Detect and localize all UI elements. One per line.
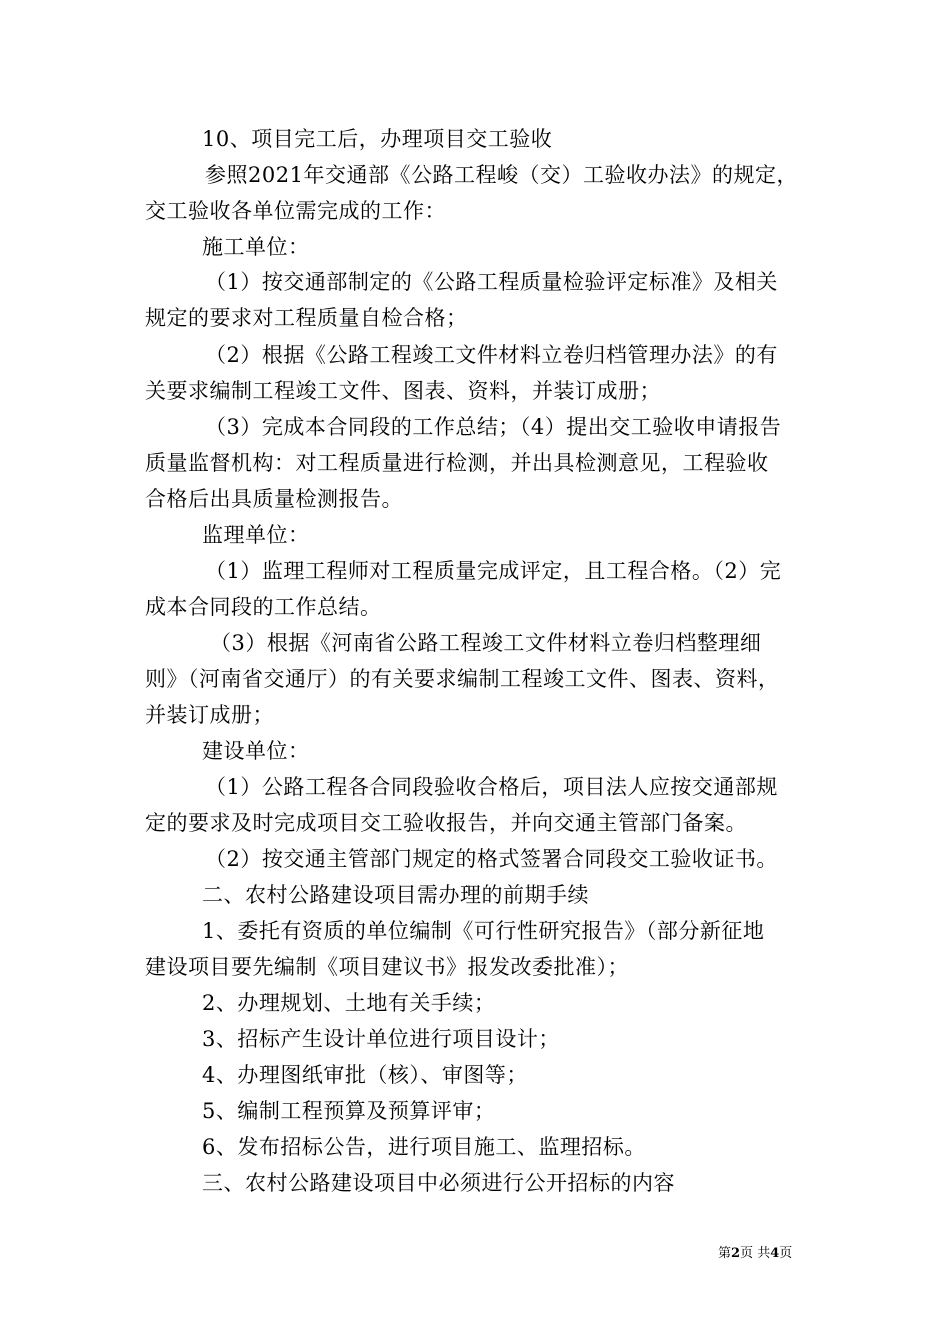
text-line: 则》（河南省交通厅）的有关要求编制工程竣工文件、图表、资料，: [145, 667, 780, 691]
text-line: 施工单位：: [202, 235, 310, 259]
total-page-number: 4: [770, 1246, 780, 1261]
text-line: 并装订成册；: [145, 703, 274, 727]
text-line: （3）根据《河南省公路工程竣工文件材料立卷归档整理细: [210, 631, 762, 655]
current-page-number: 2: [731, 1246, 741, 1261]
text-line: 关要求编制工程竣工文件、图表、资料，并装订成册；: [145, 379, 661, 403]
text-line: 2、办理规划、土地有关手续；: [202, 991, 496, 1015]
text-line: 10、项目完工后，办理项目交工验收: [202, 127, 553, 151]
text-line: （2）按交通主管部门规定的格式签署合同段交工验收证书。: [205, 847, 778, 871]
text-line: 规定的要求对工程质量自检合格；: [145, 306, 468, 330]
text-line: 1、委托有资质的单位编制《可行性研究报告》（部分新征地: [202, 919, 765, 943]
footer-prefix: 第: [718, 1246, 732, 1261]
text-line: 建设项目要先编制《项目建议书》报发改委批准）；: [145, 955, 629, 979]
text-line: 5、编制工程预算及预算评审；: [202, 1099, 496, 1123]
text-line: 6、发布招标公告，进行项目施工、监理招标。: [202, 1135, 646, 1159]
text-line: （1）公路工程各合同段验收合格后，项目法人应按交通部规: [205, 775, 778, 799]
text-line: 质量监督机构：对工程质量进行检测，并出具检测意见，工程验收: [145, 451, 769, 475]
text-line: （1）监理工程师对工程质量完成评定，且工程合格。（2）完: [205, 559, 782, 583]
footer-middle: 页 共: [740, 1246, 771, 1261]
footer-suffix: 页: [779, 1246, 793, 1261]
text-line: 参照2021年交通部《公路工程峻（交）工验收办法》的规定，: [205, 163, 798, 187]
text-line: 4、办理图纸审批（核）、审图等；: [202, 1063, 528, 1087]
text-line: 二、农村公路建设项目需办理的前期手续: [202, 883, 589, 907]
text-line: 3、招标产生设计单位进行项目设计；: [202, 1027, 560, 1051]
page-number-footer: [718, 1246, 792, 1262]
text-line: 监理单位：: [202, 523, 310, 547]
text-line: （1）按交通部制定的《公路工程质量检验评定标准》及相关: [205, 270, 778, 294]
text-line: 建设单位：: [202, 739, 310, 763]
text-line: 合格后出具质量检测报告。: [145, 487, 403, 511]
text-line: 交工验收各单位需完成的工作：: [145, 199, 446, 223]
text-line: （3）完成本合同段的工作总结；（4）提出交工验收申请报告: [205, 415, 782, 439]
text-line: 三、农村公路建设项目中必须进行公开招标的内容: [202, 1171, 675, 1195]
text-line: 定的要求及时完成项目交工验收报告，并向交通主管部门备案。: [145, 811, 747, 835]
text-line: （2）根据《公路工程竣工文件材料立卷归档管理办法》的有: [205, 343, 778, 367]
text-line: 成本合同段的工作总结。: [145, 595, 382, 619]
